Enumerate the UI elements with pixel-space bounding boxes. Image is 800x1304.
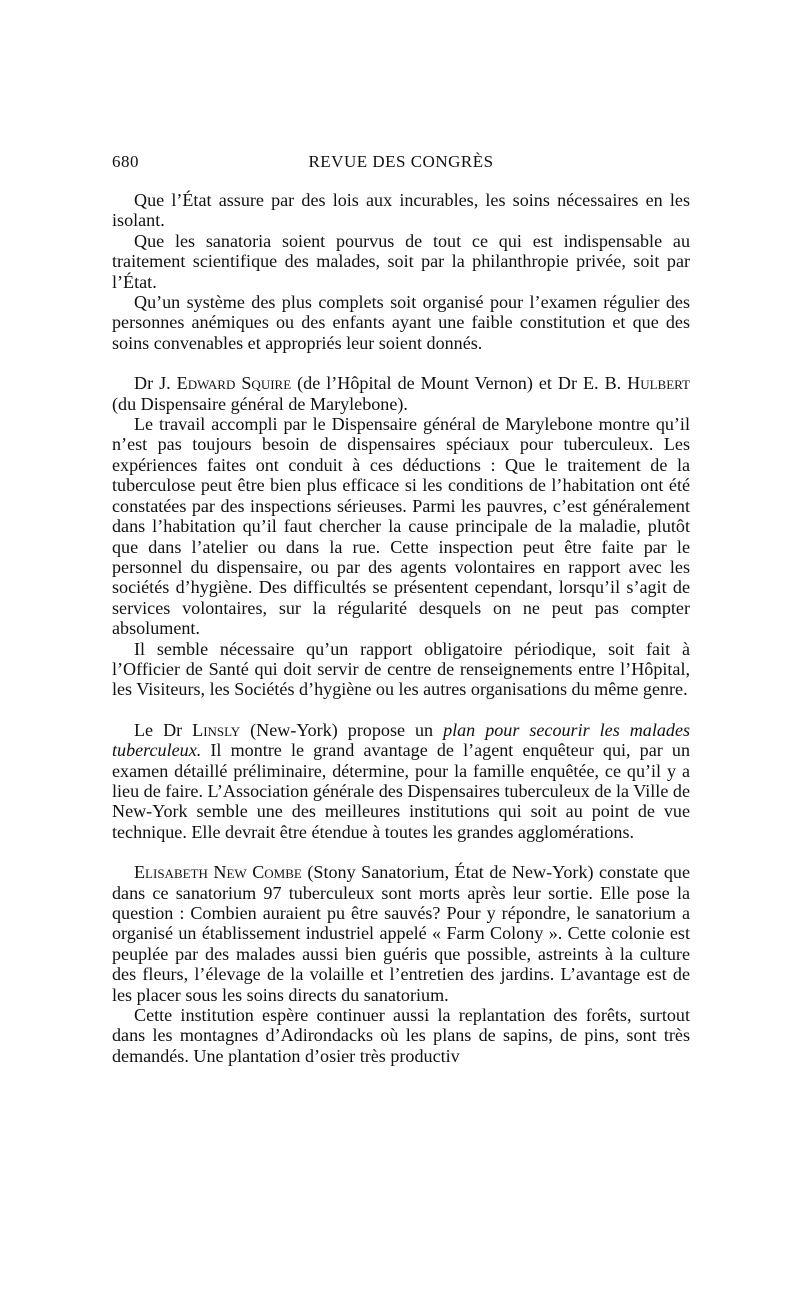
body-text xyxy=(112,190,690,1066)
paragraph-9: Cette institution espère continuer aussi la replantation des forêts, surtout dans les montagnes d’Adirondacks où les plans de sapins, de pins, sont très demandés. Une plantation d’osier très productiv xyxy=(112,1005,690,1066)
page-number: 680 xyxy=(112,152,139,171)
paragraph-authors-squire-hulbert: Dr J. Edward Squire (de l’Hôpital de Mount Vernon) et Dr E. B. Hulbert (du Dispensaire général de Marylebone). xyxy=(112,373,690,414)
author-title: Dr xyxy=(163,719,183,740)
author-name: E. B. Hulbert xyxy=(583,373,690,394)
paragraph-6: Il semble nécessaire qu’un rapport obligatoire périodique, soit fait à l’Officier de Santé qui doit servir de centre de renseignements entre l’Hôpital, les Visiteurs, les Sociétés d’hygiène ou les autres organisations du même genre. xyxy=(112,638,690,700)
section-gap xyxy=(112,700,690,720)
author-name: J. Edward Squire xyxy=(159,373,292,394)
section-gap xyxy=(112,353,690,373)
author-name: Elisabeth New Combe xyxy=(134,862,302,883)
paragraph-3: Qu’un système des plus complets soit organisé pour l’examen régulier des personnes anémiques ou des enfants ayant une faible constitution et que des soins convenables et appropriés leur soient donnés. xyxy=(112,292,690,353)
paragraph-5: Le travail accompli par le Dispensaire général de Marylebone montre qu’il n’est pas toujours besoin de dispensaires spéciaux pour tuberculeux. Les expériences faites ont conduit à ces déductions : Que le traitement de la tuberculose peut être bien plus efficace si les conditions de l’habitation ont été constatées par des inspections sérieuses. Parmi les pauvres, c’est généralement dans l’habitation qu’il faut chercher la cause principale de la maladie, plutôt que dans l’atelier ou dans la rue. Cette inspection peut être faite par le personnel du dispensaire, ou par des agents volontaires en rapport avec les sociétés d’hygiène. Des difficultés se présentent cependant, lorsqu’il s’agit de services volontaires, sur la régularité desquels on ne peut pas compter absolument. xyxy=(112,414,690,639)
paragraph-linsly: Le Dr Linsly (New-York) propose un plan pour secourir les malades tuberculeux. Il montre le grand avantage de l’agent enquêteur qui, par un examen détaillé préliminaire, détermine, pour la famille enquêtée, ce qu’il y a lieu de faire. L’Association générale des Dispensaires tuberculeux de la Ville de New-York semble une des meilleures institutions qui soit au point de vue technique. Elle devrait être étendue à toutes les grandes agglomérations. xyxy=(112,719,691,842)
author-name: Linsly xyxy=(192,719,241,740)
author-title: Dr xyxy=(557,373,577,394)
italic-title: plan pour secourir les malades tuberculeux. xyxy=(112,719,691,761)
paragraph-new-combe: Elisabeth New Combe (Stony Sanatorium, État de New-York) constate que dans ce sanatorium 97 tuberculeux sont morts après leur sortie. Elle pose la question : Combien auraient pu être sauvés? Pour y répondre, le sanatorium a organisé un établissement industriel appelé « Farm Colony ». Cette colonie est peuplée par des malades aussi bien guéris que possible, astreints à la culture des fleurs, l’élevage de la volaille et l’entretien des jardins. L’avantage est de les placer sous les soins directs du sanatorium. xyxy=(112,862,690,1005)
paragraph-2: Que les sanatoria soient pourvus de tout ce qui est indispensable au traitement scientifique des malades, soit par la philanthropie privée, soit par l’État. xyxy=(112,230,690,292)
paragraph-1: Que l’État assure par des lois aux incurables, les soins nécessaires en les isolant. xyxy=(112,190,690,231)
section-gap xyxy=(112,842,690,862)
author-title: Dr xyxy=(134,373,154,394)
running-title: REVUE DES CONGRÈS xyxy=(308,152,494,171)
